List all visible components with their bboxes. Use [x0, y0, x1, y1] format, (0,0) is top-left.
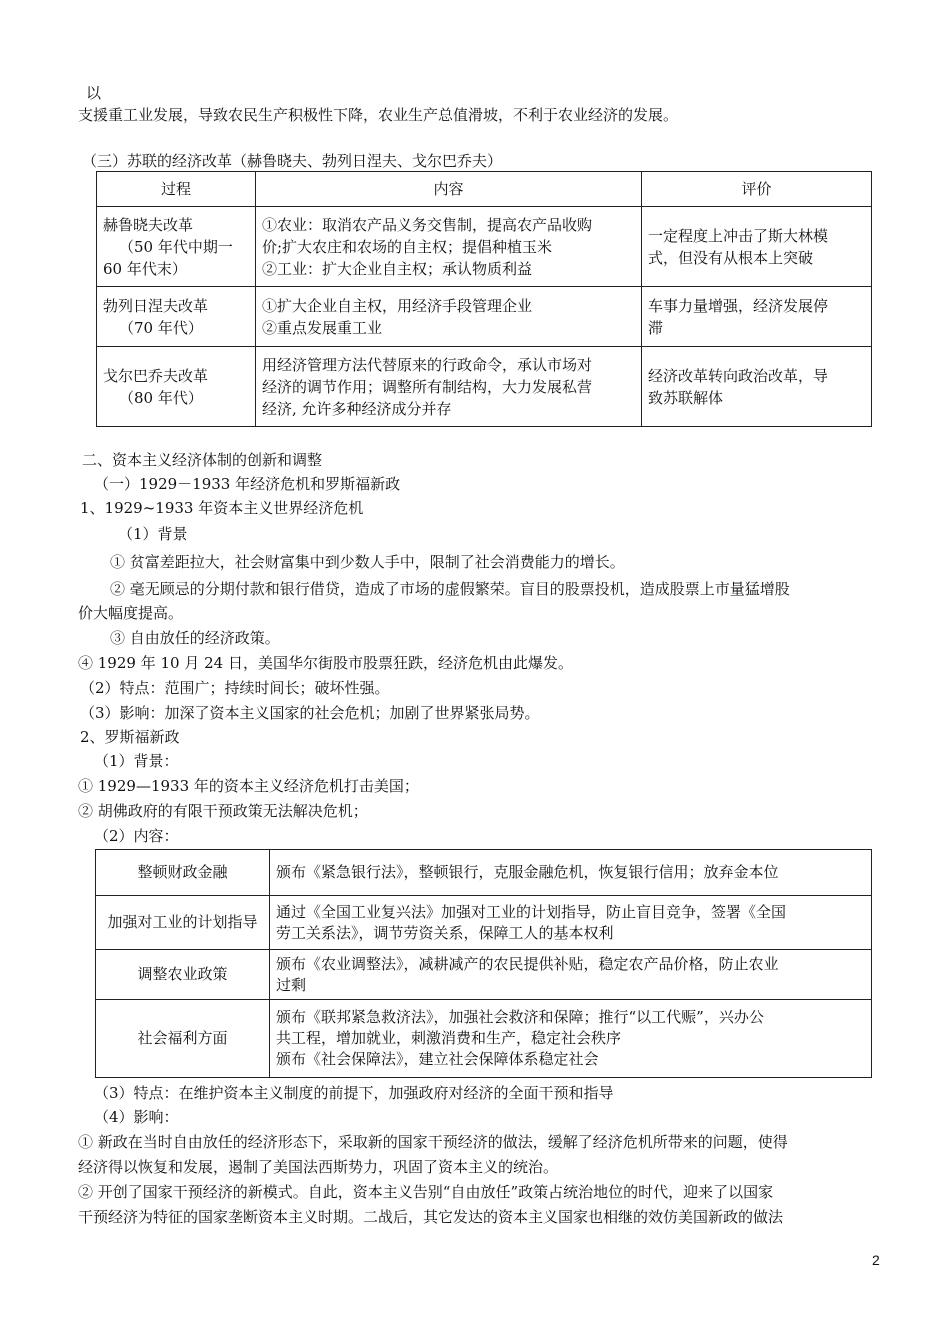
content-line: 过剩 — [276, 975, 307, 994]
content-cell — [256, 287, 642, 347]
paragraph-line: ① 新政在当时自由放任的经济形态下，采取新的国家干预经济的做法，缓解了经济危机所带来的问题，使得 — [78, 1133, 788, 1151]
continuation-fragment: 以 — [86, 84, 102, 102]
process-name: 赫鲁晓夫改革 — [103, 215, 194, 234]
soviet-reform-heading: （三）苏联的经济改革（赫鲁晓夫、勃列日涅夫、戈尔巴乔夫） — [82, 152, 503, 170]
table-row — [96, 1000, 872, 1078]
content-line: ②重点发展重工业 — [262, 318, 383, 337]
evaluation-line: 滞 — [648, 318, 664, 337]
new-deal-table — [95, 849, 872, 1078]
policy-area-cell: 加强对工业的计划指导 — [96, 896, 270, 950]
evaluation-cell — [642, 347, 872, 427]
content-cell — [256, 207, 642, 287]
policy-content-cell — [270, 896, 872, 950]
policy-area-cell: 调整农业政策 — [96, 950, 270, 1000]
content-line: 用经济管理方法代替原来的行政命令，承认市场对 — [262, 355, 593, 374]
paragraph-line: （3）特点：在维护资本主义制度的前提下，加强政府对经济的全面干预和指导 — [94, 1084, 614, 1102]
paragraph-line: ② 开创了国家干预经济的新模式。自此，资本主义告别“自由放任”政策占统治地位的时代，迎来了以国家 — [78, 1183, 774, 1201]
evaluation-line: 车事力量增强，经济发展停 — [648, 296, 829, 315]
content-line: 通过《全国工业复兴法》加强对工业的计划指导，防止盲目竞争，签署《全国 — [276, 902, 787, 921]
evaluation-line: 经济改革转向政治改革，导 — [648, 366, 829, 385]
content-line: 劳工关系法》，调节劳资关系，保障工人的基本权利 — [276, 923, 614, 942]
evaluation-cell — [642, 287, 872, 347]
table-row — [96, 896, 872, 950]
column-header-process: 过程 — [97, 172, 256, 207]
table-row — [96, 950, 872, 1000]
label: （4）影响： — [94, 1108, 179, 1126]
evaluation-line: 致苏联解体 — [648, 388, 724, 407]
subsection-heading: （一）1929－1933 年经济危机和罗斯福新政 — [94, 475, 401, 493]
process-cell — [97, 287, 256, 347]
content-line: 颁布《社会保障法》，建立社会保障体系稳定社会 — [276, 1050, 599, 1068]
page-number: 2 — [872, 1252, 880, 1268]
evaluation-line: 一定程度上冲击了斯大林模 — [648, 226, 829, 245]
process-cell — [97, 207, 256, 287]
item-heading: 2、罗斯福新政 — [80, 728, 180, 746]
paragraph-line: （3）影响：加深了资本主义国家的社会危机；加剧了世界紧张局势。 — [80, 704, 540, 722]
evaluation-line: 式，但没有从根本上突破 — [648, 248, 814, 267]
label: （1）背景 — [118, 525, 188, 543]
paragraph-line: 经济得以恢复和发展，遏制了美国法西斯势力，巩固了资本主义的统治。 — [78, 1158, 559, 1176]
column-header-content: 内容 — [256, 172, 642, 207]
content-line: 颁布《农业调整法》，减耕减产的农民提供补贴，稳定农产品价格，防止农业 — [276, 954, 779, 973]
label: （1）背景： — [94, 752, 179, 770]
content-line: ①农业：取消农产品义务交售制，提高农产品收购 — [262, 215, 593, 234]
paragraph-line: ④ 1929 年 10 月 24 日，美国华尔街股市股票狂跌，经济危机由此爆发。 — [78, 654, 573, 672]
section-heading: 二、资本主义经济体制的创新和调整 — [82, 451, 323, 469]
paragraph-line: ② 毫无顾忌的分期付款和银行借贷，造成了市场的虚假繁荣。盲目的股票投机，造成股票上市量猛增股 — [110, 580, 790, 598]
paragraph-line: 支援重工业发展，导致农民生产积极性下降，农业生产总值滑坡，不利于农业经济的发展。 — [78, 106, 679, 124]
content-line: ①扩大企业自主权，用经济手段管理企业 — [262, 296, 533, 315]
policy-content-cell — [270, 950, 872, 1000]
process-period: （50 年代中期一 — [119, 237, 233, 256]
process-period-end: 60 年代末） — [103, 259, 187, 278]
content-line: 经济的调节作用；调整所有制结构，大力发展私营 — [262, 377, 593, 396]
process-period: （70 年代） — [119, 318, 203, 337]
policy-area-cell: 社会福利方面 — [96, 1000, 270, 1078]
content-line: 颁布《联邦紧急救济法》，加强社会救济和保障；推行“以工代赈”，兴办公 — [276, 1008, 764, 1026]
content-line: 经济, 允许多种经济成分并存 — [262, 399, 452, 418]
table-row — [96, 850, 872, 896]
content-line: 价;扩大农庄和农场的自主权；提倡种植玉米 — [262, 237, 553, 256]
policy-content-cell — [270, 850, 872, 896]
policy-content-cell — [270, 1000, 872, 1078]
process-period: （80 年代） — [119, 388, 203, 407]
content-line: ②工业：扩大企业自主权；承认物质利益 — [262, 259, 533, 278]
process-name: 戈尔巴乔夫改革 — [103, 366, 209, 385]
soviet-reform-table — [96, 171, 872, 427]
table-row — [97, 207, 872, 287]
content-cell — [256, 347, 642, 427]
paragraph-line: 价大幅度提高。 — [78, 604, 184, 622]
content-line: 共工程，增加就业，刺激消费和生产，稳定社会秩序 — [276, 1029, 622, 1047]
paragraph-line: （2）特点：范围广；持续时间长；破坏性强。 — [80, 679, 390, 697]
content-line: 颁布《紧急银行法》，整顿银行，克服金融危机，恢复银行信用；放弃金本位 — [276, 863, 779, 881]
paragraph-line: 干预经济为特征的国家垄断资本主义时期。二战后，其它发达的资本主义国家也相继的效仿美国新政的做法 — [78, 1208, 784, 1226]
column-header-evaluation: 评价 — [642, 172, 872, 207]
item-heading: 1、1929~1933 年资本主义世界经济危机 — [80, 499, 364, 517]
evaluation-cell — [642, 207, 872, 287]
table-row — [97, 287, 872, 347]
label: （2）内容： — [94, 827, 179, 845]
paragraph-line: ① 1929—1933 年的资本主义经济危机打击美国； — [78, 777, 419, 795]
paragraph-line: ② 胡佛政府的有限干预政策无法解决危机； — [78, 802, 368, 820]
process-cell — [97, 347, 256, 427]
paragraph-line: ① 贫富差距拉大，社会财富集中到少数人手中，限制了社会消费能力的增长。 — [110, 553, 625, 571]
policy-area-cell: 整顿财政金融 — [96, 850, 270, 896]
table-row — [97, 347, 872, 427]
paragraph-line: ③ 自由放任的经济政策。 — [110, 629, 280, 647]
process-name: 勃列日涅夫改革 — [103, 296, 209, 315]
